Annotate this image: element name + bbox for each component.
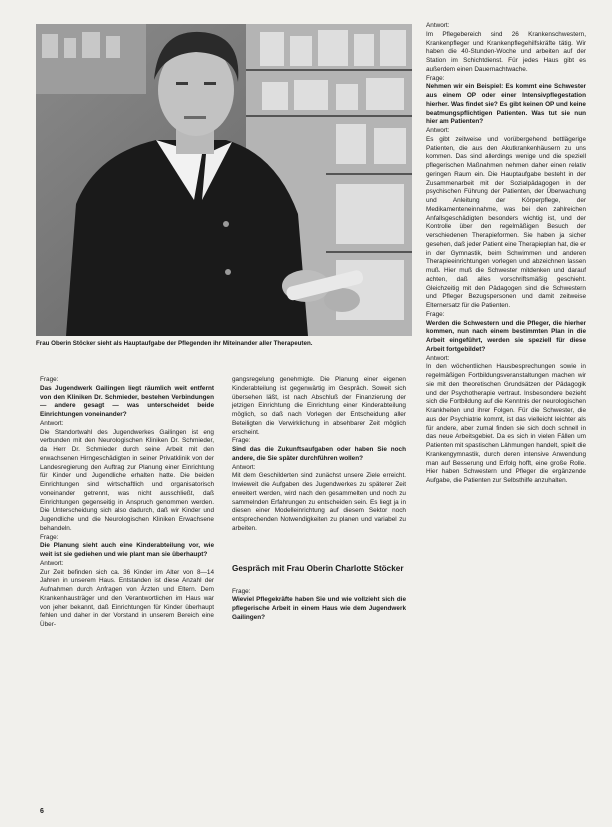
- section-label: Antwort:: [40, 559, 64, 567]
- answer-paragraph: Die Standortwahl des Jugendwerkes Gailingen ist eng verbunden mit den Neurologischen Kliniken Dr. Schmieder, da Herr Dr. Schmieder durch seine Arbeit mit den erwachsenen Hirngeschädigten in seiner Privatklinik von der Landesregierung den Auftrag zur Planung einer Einrichtung für Kinder und Jugendliche erhalten hatte. Die beiden Einrichtungen sind wirtschaftlich und organisatorisch voneinander getrennt, was nicht ausschließt, daß Einrichtungen gegenseitig in Anspruch genommen werden. Die Unterscheidung sich also dadurch, daß wir Kinder und Jugendliche und die Neurologischen Kliniken Erwachsene behandeln.: [40, 428, 214, 532]
- answer-paragraph: Mit dem Geschilderten sind zunächst unsere Ziele erreicht. Inwieweit die Aufgaben des Jugendwerkes zu späterer Zeit erweitert werden, wird nach den gesammelten und noch zu sammelnden Erfahrungen zu entscheiden sein. Es liegt ja in diesen einer Modelleinrichtung auf diesem Sektor noch entsprechenden Notwendigkeiten zu planen und variabel zu arbeiten.: [232, 472, 406, 532]
- section-label: Frage:: [426, 310, 445, 318]
- column-left: [40, 376, 214, 630]
- question-paragraph: Die Planung sieht auch eine Kinderabteilung vor, wie weit ist sie gediehen und wie plant man sie überhaupt?: [40, 542, 214, 558]
- section-label: Frage:: [232, 437, 251, 445]
- section-label: Antwort:: [426, 127, 450, 134]
- section-label: Antwort:: [426, 22, 450, 29]
- section-label: Frage:: [40, 376, 59, 383]
- question-paragraph: Das Jugendwerk Gailingen liegt räumlich weit entfernt von den Kliniken Dr. Schmieder, bestehen Verbindungen — andere gesagt — was unterscheidet beide Einrichtungen voneinander?: [40, 384, 214, 418]
- section-label: Frage:: [40, 533, 59, 541]
- answer-paragraph: Im Pflegebereich sind 26 Krankenschwestern, Krankenpfleger und Krankenpflegehilfskräfte tätig. Wir haben die 40-Stunden-Woche und arbeiten auf der Station im Schichtdienst. Für jedes Haus gibt es außerdem einen Dauernachtwache.: [426, 30, 586, 73]
- question-paragraph: Werden die Schwestern und die Pfleger, die hierher kommen, nun nach einem bestimmten Plan in die Arbeit eingeführt, werden sie speziell für diese Arbeit fortgebildet?: [426, 319, 586, 353]
- section-label: Antwort:: [232, 463, 256, 471]
- section-heading: Gespräch mit Frau Oberin Charlotte Stöcker: [232, 563, 404, 573]
- section-label: Frage:: [426, 74, 445, 82]
- question-paragraph: Sind das die Zukunftsaufgaben oder haben Sie noch andere, die Sie später durchführen wollen?: [232, 446, 406, 462]
- question-paragraph: Wieviel Pflegekräfte haben Sie und wie vollzieht sich die pflegerische Arbeit in einem Haus wie dem Jugendwerk Gailingen?: [232, 596, 406, 621]
- section-label: Frage:: [232, 587, 251, 595]
- answer-paragraph: Es gibt zeitweise und vorübergehend bettlägerige Patienten, die aus den Akutkrankenhäusern zu uns kommen. Das sind allerdings wenige und die speziell pflegerischen Maßnahmen nehmen daher einen relativ geringen Raum ein. Die Hauptaufgabe besteht in der Zusammenarbeit mit der Sozialpädagogen in der psychischen Führung der Patienten, der Überwachung und Anleitung der Körperpflege, der Medikamenteneinnahme, was bei den zahlreichen Anfallsgeschädigten besonders wichtig ist, und der Kontrolle über den regelmäßigen Besuch der verschiedenen Therapieformen. Sie haben ja sicher gesehen, daß jeder Patient eine Therapieplan hat, die er in der Gymnastik, beim Schwimmen und anderen Therapieeinrichtungen vorlegen und abzeichnen lassen muß. Hier muß die Schwester mitdenken und darauf achten, daß alles vorschriftsmäßig geschieht. Gleichzeitig mit den Pädagogen sind die Schwestern und Pfleger Bezugspersonen und damit zeitweise Elternersatz für die Patienten.: [426, 135, 586, 309]
- answer-paragraph: gangsregelung genehmigte. Die Planung einer eigenen Kinderabteilung ist gegenwärtig im Gespräch. Soweit sich übersehen läßt, ist nach Abschluß der Finanzierung der jetzigen Einrichtung die Einrichtung einer Kinderabteilung möglich, so daß nach Vorlegen der Entscheidung aller Beteiligten die Verwirklichung in absehbarer Zeit möglich erscheint.: [232, 376, 406, 436]
- page-number: 6: [40, 808, 44, 815]
- column-middle: [232, 376, 406, 623]
- section-label: Antwort:: [40, 419, 64, 427]
- section-label: Antwort:: [426, 354, 450, 362]
- column-right: [426, 22, 586, 486]
- answer-paragraph: In den wöchentlichen Hausbesprechungen sowie in regelmäßigen Fortbildungsveranstaltungen machen wir sie mit den theoretischen Grundsätzen der Pädagogik und der Psychotherapie vertraut. Insbesondere bezieht sich die Fortbildung auf die Kenntnis der neurologischen Krankheiten und ihrer Folgen. Für die Schwester, die aus der Psychiatrie kommt, ist das vielleicht leichter als für andere, aber zumal finden sie sich doch schnell in das neue Arbeitsgebiet. Da es sich in vielen Fällen um Patienten mit spastischen Lähmungen handelt, spielt die Krankengymnastik, durch deren intensive Anwendung man auf Besserung und Erfolg hofft, eine große Rolle. Hier haben Schwestern und Pfleger die ergänzende Aufgabe, die Patienten zur Selbsthilfe anzuhalten.: [426, 363, 586, 484]
- answer-paragraph: Zur Zeit befinden sich ca. 36 Kinder im Alter von 8—14 Jahren in unserem Haus. Entstanden ist diese Anzahl der Aufnahmen durch Anfragen von Ärzten und Eltern. Dem Krankenhausträger und den Verantwortlichen im Haus war von jeher bekannt, daß Einrichtungen für Kinder überhaupt fehlen und daher in der Vorstand in unserem Bereich eine Über-: [40, 568, 214, 628]
- photo-oberin-stoecker: [36, 24, 412, 336]
- photo-caption: Frau Oberin Stöcker sieht als Hauptaufgabe der Pflegenden ihr Miteinander aller Therapeuten.: [36, 340, 313, 347]
- question-paragraph: Nehmen wir ein Beispiel: Es kommt eine Schwester aus einem OP oder einer Intensivpflegestation hierher. Was findet sie? Es gibt keinen OP und keine beatmungspflichtigen Patienten. Was tut sie nun hier am Patienten?: [426, 83, 586, 126]
